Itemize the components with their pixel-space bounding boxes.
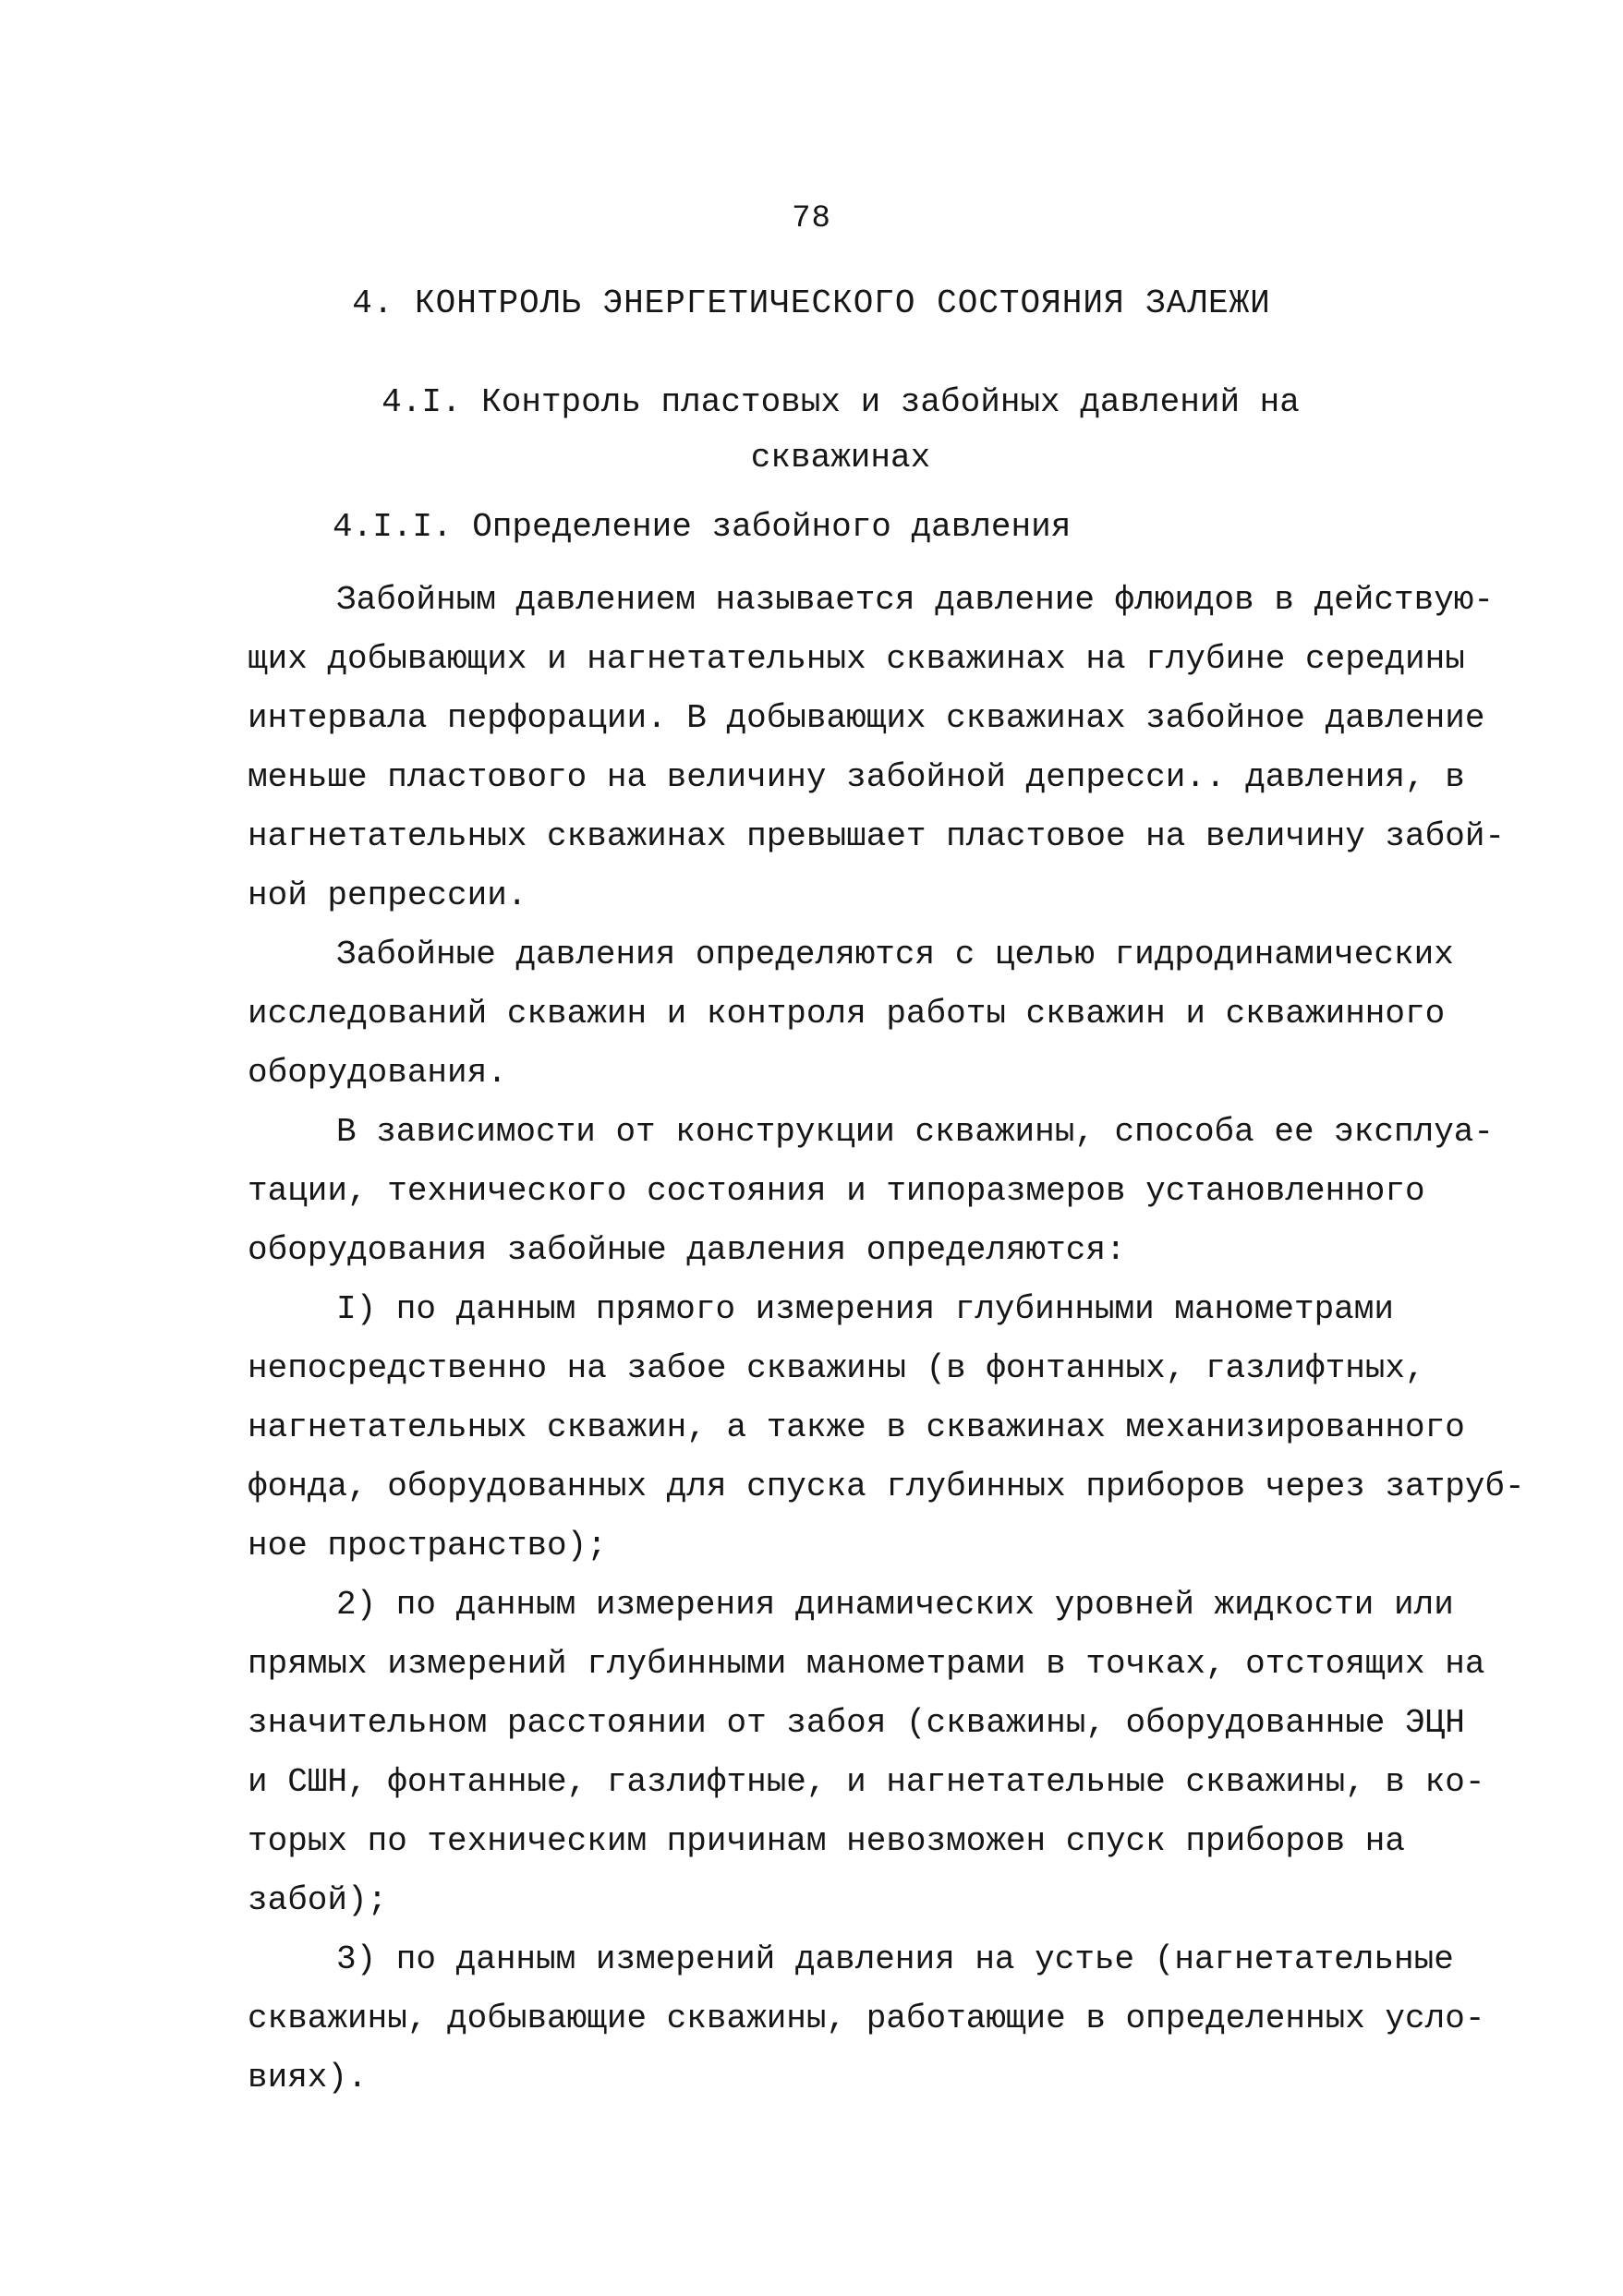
text-line: оборудования. — [248, 1054, 507, 1092]
subsection-title-line: 4.I. Контроль пластовых и забойных давлений на — [382, 383, 1300, 421]
text-line: нагнетательных скважин, а также в скважинах механизированного — [248, 1408, 1465, 1446]
text-line: В зависимости от конструкции скважины, способа ее эксплуа- — [336, 1113, 1495, 1151]
text-line: оборудования забойные давления определяются: — [248, 1231, 1126, 1269]
text-line: и СШН, фонтанные, газлифтные, и нагнетательные скважины, в ко- — [248, 1763, 1485, 1801]
section-title: 4. КОНТРОЛЬ ЭНЕРГЕТИЧЕСКОГО СОСТОЯНИЯ ЗАЛЕЖИ — [352, 284, 1271, 322]
paragraph — [248, 571, 1506, 925]
paragraph — [248, 1103, 1495, 1280]
subsubsection-title: 4.I.I. Определение забойного давления — [333, 508, 1072, 546]
text-line: непосредственно на забое скважины (в фонтанных, газлифтных, — [248, 1349, 1425, 1387]
subsection-title — [360, 375, 1321, 486]
paragraph — [248, 925, 1454, 1103]
paragraph — [248, 1930, 1485, 2108]
text-line: Забойные давления определяются с целью гидродинамических — [336, 936, 1454, 973]
text-line: прямых измерений глубинными манометрами в точках, отстоящих на — [248, 1645, 1485, 1683]
text-line: значительном расстоянии от забоя (скважины, оборудованные ЭЦН — [248, 1704, 1465, 1742]
text-line: ное пространство); — [248, 1527, 607, 1565]
text-line: торых по техническим причинам невозможен спуск приборов на — [248, 1822, 1406, 1860]
text-line: щих добывающих и нагнетательных скважинах на глубине середины — [248, 640, 1465, 678]
text-line: 3) по данным измерений давления на устье (нагнетательные — [336, 1940, 1454, 1978]
text-line: скважины, добывающие скважины, работающие в определенных усло- — [248, 2000, 1485, 2037]
subsection-title-line: скважинах — [750, 439, 931, 477]
text-line: Забойным давлением называется давление флюидов в действую- — [336, 581, 1495, 619]
text-line: виях). — [248, 2059, 368, 2097]
text-line: нагнетательных скважинах превышает пластовое на величину забой- — [248, 817, 1506, 855]
paragraph — [248, 1576, 1485, 1930]
text-line: I) по данным прямого измерения глубинными манометрами — [336, 1290, 1394, 1328]
text-line: ной репрессии. — [248, 876, 527, 914]
text-line: тации, технического состояния и типоразмеров установленного — [248, 1172, 1425, 1210]
text-line: меньше пластового на величину забойной депресси.. давления, в — [248, 758, 1465, 796]
text-line: исследований скважин и контроля работы скважин и скважинного — [248, 995, 1446, 1033]
body-text — [248, 571, 1525, 2108]
text-line: интервала перфорации. В добывающих скважинах забойное давление — [248, 699, 1485, 737]
page-number: 78 — [792, 201, 831, 236]
text-line: забой); — [248, 1881, 388, 1919]
paragraph — [248, 1280, 1525, 1576]
text-line: 2) по данным измерения динамических уровней жидкости или — [336, 1586, 1454, 1624]
text-line: фонда, оборудованных для спуска глубинных приборов через затруб- — [248, 1468, 1525, 1505]
